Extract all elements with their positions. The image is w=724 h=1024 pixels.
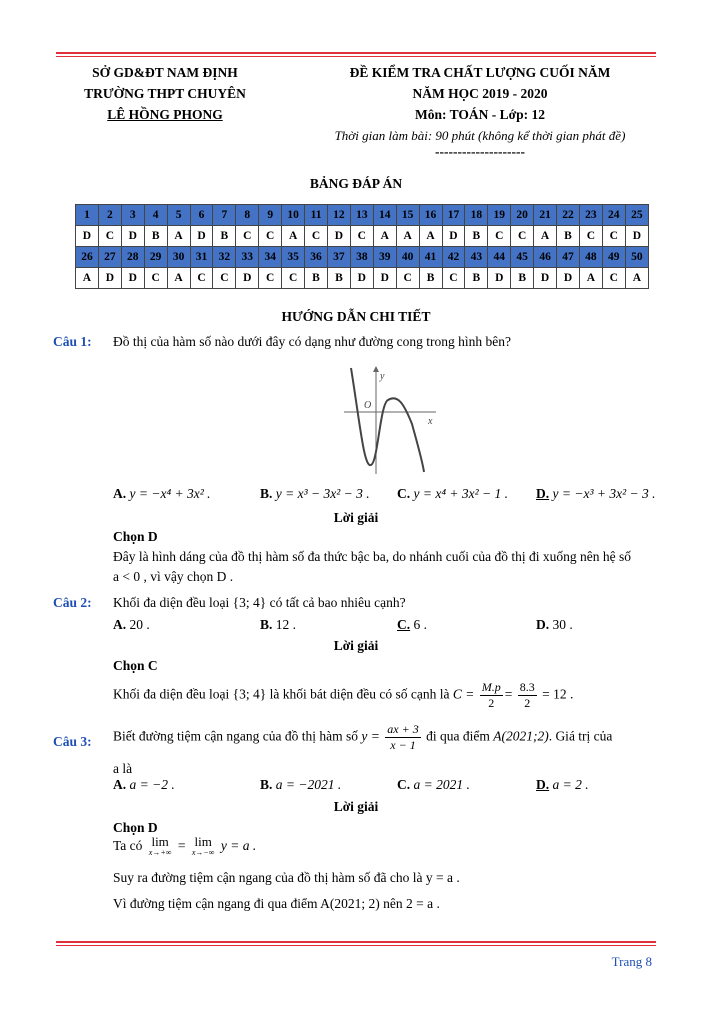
answer-letter-cell: D — [373, 268, 396, 289]
top-rule — [56, 52, 656, 54]
q3-option-a: A. a = −2 . — [113, 777, 175, 792]
answer-letter-cell: A — [167, 226, 190, 247]
answer-number-cell: 40 — [396, 247, 419, 268]
q2-option-c: C. 6 . — [397, 617, 427, 632]
answer-letter-cell: A — [396, 226, 419, 247]
q1-option-d: D. y = −x³ + 3x² − 3 . — [536, 486, 656, 501]
answer-number-cell: 32 — [213, 247, 236, 268]
graph-x-label: x — [428, 416, 433, 427]
answer-letter-cell: B — [557, 226, 580, 247]
answer-number-cell: 12 — [327, 205, 350, 226]
answer-letter-cell: C — [213, 268, 236, 289]
graph-origin-label: O — [364, 400, 372, 411]
answer-letter-cell: C — [511, 226, 534, 247]
answer-number-cell: 9 — [259, 205, 282, 226]
answer-number-cell: 42 — [442, 247, 465, 268]
answer-number-row — [76, 247, 649, 268]
q3-text: Biết đường tiệm cận ngang của đồ thị hàm số y = $\frac{ax + 3}{x - 1}$ đi qua điểm A(2021;2). Giá trị của — [113, 722, 613, 752]
top-rule-thin — [56, 56, 656, 57]
answer-number-cell: 36 — [305, 247, 328, 268]
answer-number-cell: 41 — [419, 247, 442, 268]
q1-text: Đồ thị của hàm số nào dưới đây có dạng như đường cong trong hình bên? — [113, 334, 512, 349]
answer-number-row — [76, 205, 649, 226]
answer-letter-row — [76, 268, 649, 289]
answer-letter-cell: C — [282, 268, 305, 289]
header-left-line2: TRƯỜNG THPT CHUYÊN — [84, 86, 246, 101]
answer-number-cell: 14 — [373, 205, 396, 226]
answer-number-cell: 31 — [190, 247, 213, 268]
answer-letter-row — [76, 226, 649, 247]
answer-number-cell: 1 — [76, 205, 99, 226]
answer-number-cell: 15 — [396, 205, 419, 226]
answer-letter-cell: A — [534, 226, 557, 247]
answer-letter-cell: D — [190, 226, 213, 247]
answer-number-cell: 4 — [144, 205, 167, 226]
header-right-line1: ĐỀ KIỂM TRA CHẤT LƯỢNG CUỐI NĂM — [349, 65, 611, 80]
answer-letter-cell: B — [465, 268, 488, 289]
answer-letter-cell: D — [350, 268, 373, 289]
answer-number-cell: 11 — [305, 205, 328, 226]
answer-number-cell: 39 — [373, 247, 396, 268]
answer-number-cell: 35 — [282, 247, 305, 268]
answer-letter-cell: D — [327, 226, 350, 247]
q1-loi-giai: Lời giải — [333, 510, 379, 525]
answer-number-cell: 45 — [511, 247, 534, 268]
answer-letter-cell: B — [144, 226, 167, 247]
answer-number-cell: 38 — [350, 247, 373, 268]
answer-number-cell: 43 — [465, 247, 488, 268]
answer-number-cell: 21 — [534, 205, 557, 226]
q1-solution-line2: a < 0 , vì vậy chọn D . — [113, 569, 234, 584]
answer-number-cell: 49 — [602, 247, 625, 268]
answer-letter-cell: D — [442, 226, 465, 247]
answer-letter-cell: D — [488, 268, 511, 289]
bottom-rule-thin — [56, 945, 656, 946]
answer-letter-cell: D — [625, 226, 648, 247]
answer-letter-cell: C — [98, 226, 121, 247]
q3-option-d: D. a = 2 . — [536, 777, 589, 792]
answer-letter-cell: C — [350, 226, 373, 247]
q2-option-a: A. 20 . — [113, 617, 150, 632]
answer-number-cell: 33 — [236, 247, 259, 268]
answer-number-cell: 7 — [213, 205, 236, 226]
q1-label: Câu 1: — [53, 334, 92, 349]
answer-number-cell: 37 — [327, 247, 350, 268]
answer-letter-cell: A — [282, 226, 305, 247]
q1-option-b: B. y = x³ − 3x² − 3 . — [260, 486, 370, 501]
answer-letter-cell: C — [259, 226, 282, 247]
answer-number-cell: 28 — [121, 247, 144, 268]
q3-solution-line3: Vì đường tiệm cận ngang đi qua điểm A(2021; 2) nên 2 = a . — [113, 896, 440, 911]
detail-title: HƯỚNG DẪN CHI TIẾT — [281, 309, 431, 324]
answer-letter-cell: B — [305, 268, 328, 289]
answer-letter-cell: A — [76, 268, 99, 289]
answer-number-cell: 5 — [167, 205, 190, 226]
answer-letter-cell: C — [144, 268, 167, 289]
answer-letter-cell: C — [236, 226, 259, 247]
answer-number-cell: 47 — [557, 247, 580, 268]
q3-solution-line2: Suy ra đường tiệm cận ngang của đồ thị hàm số đã cho là y = a . — [113, 870, 460, 885]
answer-table-title: BẢNG ĐÁP ÁN — [309, 176, 403, 191]
answer-number-cell: 19 — [488, 205, 511, 226]
q3-option-b: B. a = −2021 . — [260, 777, 342, 792]
q1-chon: Chọn D — [113, 529, 158, 544]
header-right-line3: Môn: TOÁN - Lớp: 12 — [415, 107, 545, 122]
answer-letter-cell: C — [305, 226, 328, 247]
answer-letter-cell: A — [167, 268, 190, 289]
header-right-line4: Thời gian làm bài: 90 phút (không kể thời gian phát đề) — [334, 128, 626, 143]
answer-letter-cell: A — [579, 268, 602, 289]
answer-number-cell: 13 — [350, 205, 373, 226]
answer-number-cell: 10 — [282, 205, 305, 226]
answer-letter-cell: D — [534, 268, 557, 289]
answer-letter-cell: B — [419, 268, 442, 289]
bottom-rule — [56, 941, 656, 943]
answer-letter-cell: D — [236, 268, 259, 289]
q2-loi-giai: Lời giải — [333, 638, 379, 653]
answer-letter-cell: D — [76, 226, 99, 247]
answer-number-cell: 26 — [76, 247, 99, 268]
answer-letter-cell: C — [396, 268, 419, 289]
header-right — [300, 62, 660, 158]
answer-number-cell: 23 — [579, 205, 602, 226]
q3-loi-giai: Lời giải — [333, 799, 379, 814]
answer-number-cell: 2 — [98, 205, 121, 226]
q3-chon: Chọn D — [113, 820, 158, 835]
answer-letter-cell: B — [465, 226, 488, 247]
q2-option-d: D. 30 . — [536, 617, 573, 632]
answer-letter-cell: A — [625, 268, 648, 289]
answer-number-cell: 18 — [465, 205, 488, 226]
answer-number-cell: 27 — [98, 247, 121, 268]
answer-number-cell: 22 — [557, 205, 580, 226]
q2-solution: Khối đa diện đều loại {3; 4} là khối bát diện đều có số cạnh là C = $\frac{M.p}{2}$ = $\frac{8.3}{2}$ = 12 . — [113, 680, 574, 710]
answer-letter-cell: B — [327, 268, 350, 289]
answer-number-cell: 34 — [259, 247, 282, 268]
q3-label: Câu 3: — [53, 734, 92, 749]
answer-letter-cell: C — [602, 226, 625, 247]
answer-letter-cell: A — [373, 226, 396, 247]
answer-number-cell: 25 — [625, 205, 648, 226]
answer-number-cell: 50 — [625, 247, 648, 268]
answer-table — [75, 204, 649, 289]
answer-number-cell: 48 — [579, 247, 602, 268]
q1-graph — [340, 364, 440, 476]
header-right-line5: -------------------- — [435, 144, 525, 159]
answer-number-cell: 20 — [511, 205, 534, 226]
answer-letter-cell: C — [602, 268, 625, 289]
answer-number-cell: 17 — [442, 205, 465, 226]
q3-solution-line1: Ta có lim x→+∞ = lim x→−∞ y = a . — [113, 834, 257, 857]
q1-solution-line1: Đây là hình dáng của đồ thị hàm số đa thức bậc ba, do nhánh cuối của đồ thị đi xuống nên hệ số — [113, 549, 631, 564]
q3-text-line2: a là — [113, 761, 133, 776]
answer-letter-cell: B — [511, 268, 534, 289]
answer-number-cell: 30 — [167, 247, 190, 268]
answer-number-cell: 24 — [602, 205, 625, 226]
answer-letter-cell: A — [419, 226, 442, 247]
answer-number-cell: 6 — [190, 205, 213, 226]
answer-letter-cell: B — [213, 226, 236, 247]
header-right-line2: NĂM HỌC 2019 - 2020 — [412, 86, 548, 101]
graph-y-label: y — [380, 371, 385, 382]
answer-letter-cell: D — [121, 268, 144, 289]
answer-letter-cell: D — [98, 268, 121, 289]
header-left-line1: SỞ GD&ĐT NAM ĐỊNH — [92, 65, 238, 80]
q2-chon: Chọn C — [113, 658, 158, 673]
answer-number-cell: 44 — [488, 247, 511, 268]
page-number: Trang 8 — [611, 954, 652, 969]
q1-option-c: C. y = x⁴ + 3x² − 1 . — [397, 486, 509, 501]
answer-letter-cell: C — [259, 268, 282, 289]
header-left — [60, 62, 270, 125]
answer-number-cell: 16 — [419, 205, 442, 226]
answer-number-cell: 29 — [144, 247, 167, 268]
answer-number-cell: 46 — [534, 247, 557, 268]
answer-letter-cell: D — [121, 226, 144, 247]
answer-letter-cell: C — [442, 268, 465, 289]
q2-label: Câu 2: — [53, 595, 92, 610]
answer-letter-cell: D — [557, 268, 580, 289]
answer-letter-cell: C — [190, 268, 213, 289]
answer-number-cell: 3 — [121, 205, 144, 226]
answer-number-cell: 8 — [236, 205, 259, 226]
q3-option-c: C. a = 2021 . — [397, 777, 470, 792]
q1-option-a: A. y = −x⁴ + 3x² . — [113, 486, 211, 501]
q2-text: Khối đa diện đều loại {3; 4} có tất cả bao nhiêu cạnh? — [113, 595, 406, 610]
answer-letter-cell: C — [579, 226, 602, 247]
q2-option-b: B. 12 . — [260, 617, 297, 632]
answer-letter-cell: C — [488, 226, 511, 247]
header-left-line3: LÊ HỒNG PHONG — [107, 107, 223, 122]
